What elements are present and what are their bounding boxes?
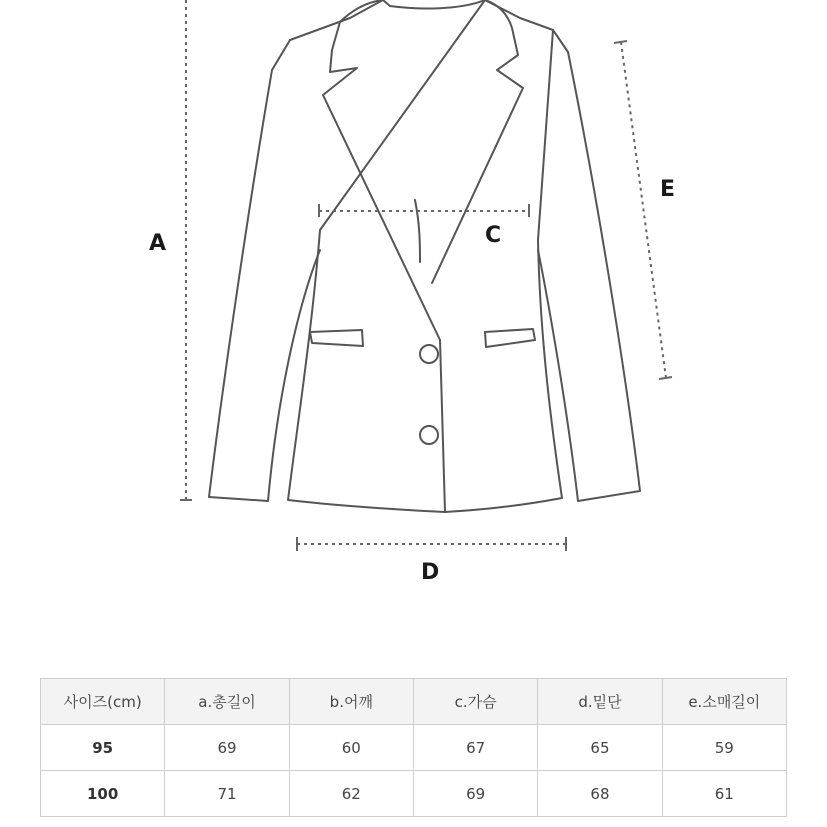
size-table — [40, 678, 787, 817]
header-total-length: a.총길이 — [165, 679, 289, 725]
left-sleeve-outline — [209, 40, 320, 501]
right-pocket — [485, 329, 535, 347]
table-header-row — [41, 679, 787, 725]
header-hem: d.밑단 — [538, 679, 662, 725]
cell-size: 95 — [41, 725, 165, 771]
button-top — [420, 345, 438, 363]
table-row — [41, 725, 787, 771]
cell-sleeve-length: 61 — [662, 771, 786, 817]
measure-line-e — [621, 42, 666, 378]
cell-total-length: 69 — [165, 725, 289, 771]
inner-vent-line — [415, 200, 420, 262]
jacket-body-outline — [288, 0, 562, 512]
cell-chest: 67 — [413, 725, 537, 771]
tick-e-bottom — [659, 377, 672, 379]
front-opening-line — [440, 340, 445, 512]
cell-sleeve-length: 59 — [662, 725, 786, 771]
tick-e-top — [614, 41, 627, 43]
cell-hem: 65 — [538, 725, 662, 771]
table-row — [41, 771, 787, 817]
collar-inner-outline — [383, 0, 485, 8]
cell-hem: 68 — [538, 771, 662, 817]
cell-shoulder: 62 — [289, 771, 413, 817]
right-lapel-outline — [432, 0, 523, 283]
cell-chest: 69 — [413, 771, 537, 817]
header-shoulder: b.어깨 — [289, 679, 413, 725]
header-chest: c.가슴 — [413, 679, 537, 725]
cell-total-length: 71 — [165, 771, 289, 817]
cell-shoulder: 60 — [289, 725, 413, 771]
label-e: E — [660, 177, 676, 202]
label-a: A — [149, 231, 167, 256]
header-size: 사이즈(cm) — [41, 679, 165, 725]
header-sleeve-length: e.소매길이 — [662, 679, 786, 725]
button-bottom — [420, 426, 438, 444]
label-d: D — [421, 560, 440, 585]
left-lapel-outline — [323, 0, 440, 340]
left-pocket — [310, 330, 363, 346]
cell-size: 100 — [41, 771, 165, 817]
label-c: C — [485, 223, 502, 248]
